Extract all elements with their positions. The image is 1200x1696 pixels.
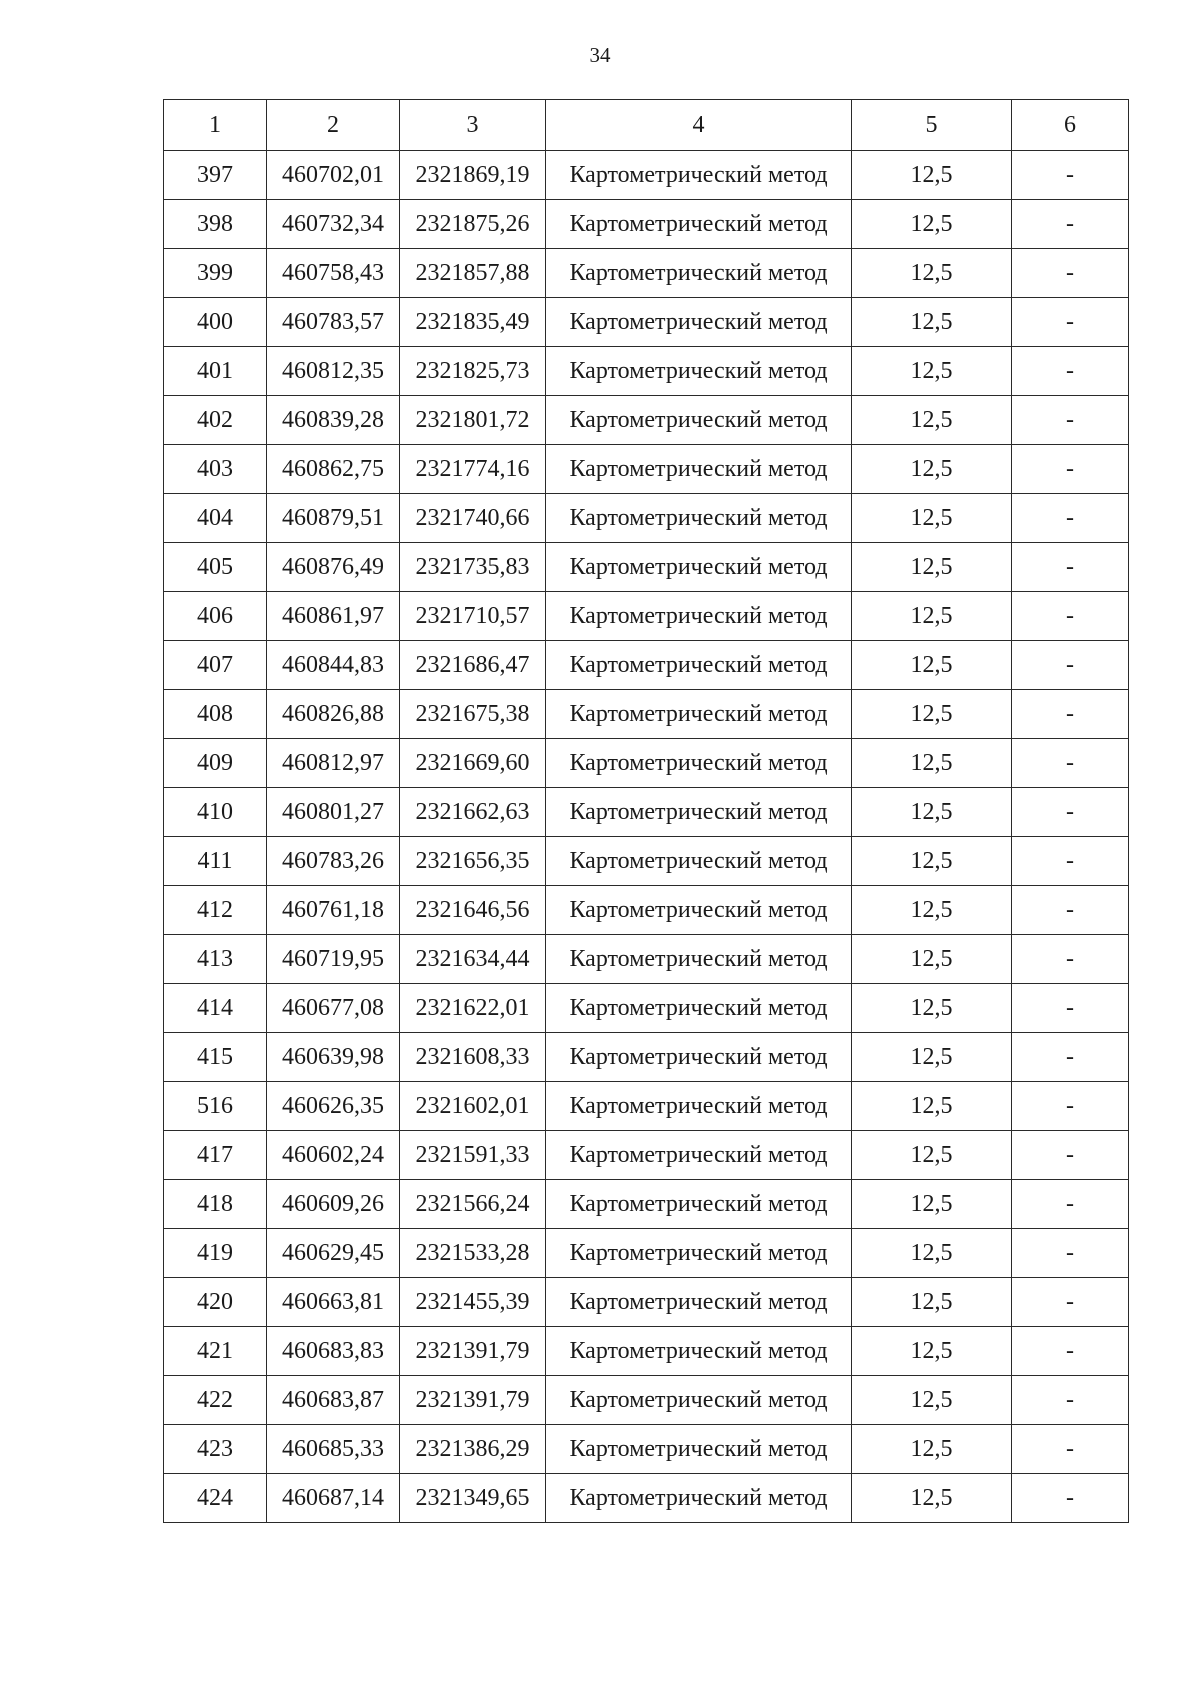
table-row (164, 249, 1129, 298)
method-cell: Картометрический метод (546, 1033, 852, 1082)
table-row (164, 690, 1129, 739)
point-number-cell: 402 (164, 396, 267, 445)
header-cell-6: 6 (1012, 100, 1129, 151)
point-number-cell: 418 (164, 1180, 267, 1229)
note-cell: - (1012, 1033, 1129, 1082)
method-cell: Картометрический метод (546, 1278, 852, 1327)
x-coordinate-cell: 460783,26 (267, 837, 400, 886)
method-cell: Картометрический метод (546, 347, 852, 396)
point-number-cell: 398 (164, 200, 267, 249)
accuracy-cell: 12,5 (852, 445, 1012, 494)
y-coordinate-cell: 2321608,33 (400, 1033, 546, 1082)
accuracy-cell: 12,5 (852, 151, 1012, 200)
table-row (164, 200, 1129, 249)
method-cell: Картометрический метод (546, 249, 852, 298)
table-row (164, 1180, 1129, 1229)
method-cell: Картометрический метод (546, 1474, 852, 1523)
method-cell: Картометрический метод (546, 396, 852, 445)
method-cell: Картометрический метод (546, 788, 852, 837)
point-number-cell: 397 (164, 151, 267, 200)
x-coordinate-cell: 460719,95 (267, 935, 400, 984)
note-cell: - (1012, 347, 1129, 396)
table-row (164, 739, 1129, 788)
x-coordinate-cell: 460687,14 (267, 1474, 400, 1523)
method-cell: Картометрический метод (546, 200, 852, 249)
point-number-cell: 411 (164, 837, 267, 886)
method-cell: Картометрический метод (546, 1131, 852, 1180)
note-cell: - (1012, 690, 1129, 739)
x-coordinate-cell: 460783,57 (267, 298, 400, 347)
x-coordinate-cell: 460844,83 (267, 641, 400, 690)
table-row (164, 1033, 1129, 1082)
accuracy-cell: 12,5 (852, 396, 1012, 445)
note-cell: - (1012, 200, 1129, 249)
point-number-cell: 414 (164, 984, 267, 1033)
point-number-cell: 421 (164, 1327, 267, 1376)
accuracy-cell: 12,5 (852, 641, 1012, 690)
header-cell-2: 2 (267, 100, 400, 151)
accuracy-cell: 12,5 (852, 935, 1012, 984)
x-coordinate-cell: 460609,26 (267, 1180, 400, 1229)
x-coordinate-cell: 460683,83 (267, 1327, 400, 1376)
method-cell: Картометрический метод (546, 935, 852, 984)
point-number-cell: 415 (164, 1033, 267, 1082)
x-coordinate-cell: 460663,81 (267, 1278, 400, 1327)
point-number-cell: 412 (164, 886, 267, 935)
x-coordinate-cell: 460639,98 (267, 1033, 400, 1082)
x-coordinate-cell: 460839,28 (267, 396, 400, 445)
note-cell: - (1012, 543, 1129, 592)
table-row (164, 837, 1129, 886)
table-row (164, 984, 1129, 1033)
table-row (164, 1376, 1129, 1425)
y-coordinate-cell: 2321710,57 (400, 592, 546, 641)
note-cell: - (1012, 984, 1129, 1033)
table-row (164, 1131, 1129, 1180)
header-cell-3: 3 (400, 100, 546, 151)
accuracy-cell: 12,5 (852, 494, 1012, 543)
header-cell-4: 4 (546, 100, 852, 151)
accuracy-cell: 12,5 (852, 984, 1012, 1033)
y-coordinate-cell: 2321602,01 (400, 1082, 546, 1131)
accuracy-cell: 12,5 (852, 1033, 1012, 1082)
x-coordinate-cell: 460758,43 (267, 249, 400, 298)
note-cell: - (1012, 396, 1129, 445)
x-coordinate-cell: 460801,27 (267, 788, 400, 837)
note-cell: - (1012, 249, 1129, 298)
y-coordinate-cell: 2321801,72 (400, 396, 546, 445)
table-row (164, 935, 1129, 984)
note-cell: - (1012, 935, 1129, 984)
x-coordinate-cell: 460826,88 (267, 690, 400, 739)
accuracy-cell: 12,5 (852, 739, 1012, 788)
y-coordinate-cell: 2321669,60 (400, 739, 546, 788)
method-cell: Картометрический метод (546, 592, 852, 641)
note-cell: - (1012, 1131, 1129, 1180)
point-number-cell: 401 (164, 347, 267, 396)
y-coordinate-cell: 2321391,79 (400, 1327, 546, 1376)
page-number: 34 (589, 43, 611, 67)
table-row (164, 1229, 1129, 1278)
note-cell: - (1012, 151, 1129, 200)
note-cell: - (1012, 592, 1129, 641)
point-number-cell: 424 (164, 1474, 267, 1523)
y-coordinate-cell: 2321646,56 (400, 886, 546, 935)
x-coordinate-cell: 460629,45 (267, 1229, 400, 1278)
y-coordinate-cell: 2321662,63 (400, 788, 546, 837)
method-cell: Картометрический метод (546, 886, 852, 935)
point-number-cell: 400 (164, 298, 267, 347)
accuracy-cell: 12,5 (852, 347, 1012, 396)
table-row (164, 1278, 1129, 1327)
point-number-cell: 399 (164, 249, 267, 298)
x-coordinate-cell: 460862,75 (267, 445, 400, 494)
x-coordinate-cell: 460876,49 (267, 543, 400, 592)
method-cell: Картометрический метод (546, 543, 852, 592)
note-cell: - (1012, 1082, 1129, 1131)
method-cell: Картометрический метод (546, 1180, 852, 1229)
header-cell-5: 5 (852, 100, 1012, 151)
method-cell: Картометрический метод (546, 984, 852, 1033)
method-cell: Картометрический метод (546, 641, 852, 690)
y-coordinate-cell: 2321386,29 (400, 1425, 546, 1474)
note-cell: - (1012, 494, 1129, 543)
header-row (164, 100, 1129, 151)
table-row (164, 445, 1129, 494)
x-coordinate-cell: 460879,51 (267, 494, 400, 543)
method-cell: Картометрический метод (546, 1082, 852, 1131)
point-number-cell: 404 (164, 494, 267, 543)
y-coordinate-cell: 2321455,39 (400, 1278, 546, 1327)
x-coordinate-cell: 460626,35 (267, 1082, 400, 1131)
y-coordinate-cell: 2321735,83 (400, 543, 546, 592)
y-coordinate-cell: 2321591,33 (400, 1131, 546, 1180)
method-cell: Картометрический метод (546, 690, 852, 739)
header-cell-1: 1 (164, 100, 267, 151)
y-coordinate-cell: 2321835,49 (400, 298, 546, 347)
y-coordinate-cell: 2321857,88 (400, 249, 546, 298)
x-coordinate-cell: 460732,34 (267, 200, 400, 249)
x-coordinate-cell: 460812,97 (267, 739, 400, 788)
table-row (164, 1425, 1129, 1474)
x-coordinate-cell: 460677,08 (267, 984, 400, 1033)
point-number-cell: 413 (164, 935, 267, 984)
point-number-cell: 406 (164, 592, 267, 641)
point-number-cell: 403 (164, 445, 267, 494)
note-cell: - (1012, 641, 1129, 690)
note-cell: - (1012, 1425, 1129, 1474)
y-coordinate-cell: 2321349,65 (400, 1474, 546, 1523)
point-number-cell: 408 (164, 690, 267, 739)
note-cell: - (1012, 1376, 1129, 1425)
point-number-cell: 420 (164, 1278, 267, 1327)
y-coordinate-cell: 2321656,35 (400, 837, 546, 886)
coordinates-table (163, 99, 1129, 1523)
accuracy-cell: 12,5 (852, 592, 1012, 641)
accuracy-cell: 12,5 (852, 200, 1012, 249)
accuracy-cell: 12,5 (852, 690, 1012, 739)
x-coordinate-cell: 460683,87 (267, 1376, 400, 1425)
note-cell: - (1012, 886, 1129, 935)
y-coordinate-cell: 2321875,26 (400, 200, 546, 249)
accuracy-cell: 12,5 (852, 1327, 1012, 1376)
method-cell: Картометрический метод (546, 837, 852, 886)
point-number-cell: 410 (164, 788, 267, 837)
y-coordinate-cell: 2321825,73 (400, 347, 546, 396)
y-coordinate-cell: 2321566,24 (400, 1180, 546, 1229)
note-cell: - (1012, 788, 1129, 837)
point-number-cell: 409 (164, 739, 267, 788)
accuracy-cell: 12,5 (852, 837, 1012, 886)
point-number-cell: 407 (164, 641, 267, 690)
method-cell: Картометрический метод (546, 1327, 852, 1376)
accuracy-cell: 12,5 (852, 1131, 1012, 1180)
method-cell: Картометрический метод (546, 1229, 852, 1278)
point-number-cell: 516 (164, 1082, 267, 1131)
y-coordinate-cell: 2321869,19 (400, 151, 546, 200)
note-cell: - (1012, 1229, 1129, 1278)
table-row (164, 494, 1129, 543)
y-coordinate-cell: 2321391,79 (400, 1376, 546, 1425)
accuracy-cell: 12,5 (852, 1180, 1012, 1229)
x-coordinate-cell: 460685,33 (267, 1425, 400, 1474)
y-coordinate-cell: 2321634,44 (400, 935, 546, 984)
table-row (164, 347, 1129, 396)
note-cell: - (1012, 1278, 1129, 1327)
accuracy-cell: 12,5 (852, 298, 1012, 347)
y-coordinate-cell: 2321774,16 (400, 445, 546, 494)
x-coordinate-cell: 460861,97 (267, 592, 400, 641)
table-row (164, 1327, 1129, 1376)
accuracy-cell: 12,5 (852, 1376, 1012, 1425)
table-body (164, 151, 1129, 1523)
method-cell: Картометрический метод (546, 739, 852, 788)
table-row (164, 151, 1129, 200)
x-coordinate-cell: 460602,24 (267, 1131, 400, 1180)
method-cell: Картометрический метод (546, 1425, 852, 1474)
point-number-cell: 423 (164, 1425, 267, 1474)
table-row (164, 396, 1129, 445)
table-header (164, 100, 1129, 151)
accuracy-cell: 12,5 (852, 249, 1012, 298)
y-coordinate-cell: 2321533,28 (400, 1229, 546, 1278)
accuracy-cell: 12,5 (852, 1474, 1012, 1523)
y-coordinate-cell: 2321740,66 (400, 494, 546, 543)
method-cell: Картометрический метод (546, 298, 852, 347)
table-row (164, 592, 1129, 641)
y-coordinate-cell: 2321622,01 (400, 984, 546, 1033)
note-cell: - (1012, 739, 1129, 788)
table-row (164, 641, 1129, 690)
table-row (164, 1082, 1129, 1131)
note-cell: - (1012, 445, 1129, 494)
accuracy-cell: 12,5 (852, 543, 1012, 592)
x-coordinate-cell: 460702,01 (267, 151, 400, 200)
table-row (164, 1474, 1129, 1523)
x-coordinate-cell: 460761,18 (267, 886, 400, 935)
point-number-cell: 417 (164, 1131, 267, 1180)
table-row (164, 543, 1129, 592)
accuracy-cell: 12,5 (852, 1229, 1012, 1278)
y-coordinate-cell: 2321686,47 (400, 641, 546, 690)
method-cell: Картометрический метод (546, 445, 852, 494)
table-row (164, 788, 1129, 837)
table-row (164, 886, 1129, 935)
y-coordinate-cell: 2321675,38 (400, 690, 546, 739)
point-number-cell: 419 (164, 1229, 267, 1278)
table-row (164, 298, 1129, 347)
method-cell: Картометрический метод (546, 494, 852, 543)
method-cell: Картометрический метод (546, 1376, 852, 1425)
note-cell: - (1012, 1180, 1129, 1229)
point-number-cell: 405 (164, 543, 267, 592)
note-cell: - (1012, 298, 1129, 347)
accuracy-cell: 12,5 (852, 886, 1012, 935)
point-number-cell: 422 (164, 1376, 267, 1425)
x-coordinate-cell: 460812,35 (267, 347, 400, 396)
note-cell: - (1012, 837, 1129, 886)
method-cell: Картометрический метод (546, 151, 852, 200)
accuracy-cell: 12,5 (852, 1082, 1012, 1131)
note-cell: - (1012, 1327, 1129, 1376)
accuracy-cell: 12,5 (852, 788, 1012, 837)
note-cell: - (1012, 1474, 1129, 1523)
accuracy-cell: 12,5 (852, 1425, 1012, 1474)
accuracy-cell: 12,5 (852, 1278, 1012, 1327)
